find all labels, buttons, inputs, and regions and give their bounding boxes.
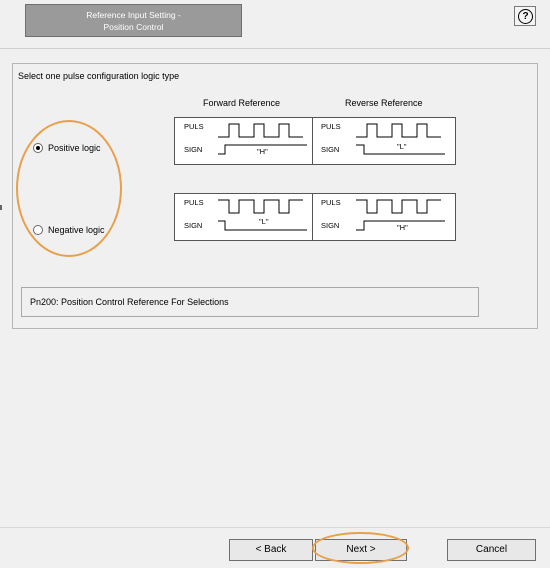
step-title-tab [25,4,242,37]
help-button[interactable] [514,6,536,26]
positive-reverse-sign-label: SIGN [321,145,340,154]
positive-forward-sign-label: SIGN [184,145,203,154]
step-title-line1: Reference Input Setting - [86,10,181,20]
cancel-button[interactable]: Cancel [447,539,536,561]
parameter-description: Pn200: Position Control Reference For Selections [21,287,479,317]
reverse-reference-heading: Reverse Reference [345,98,423,108]
negative-logic-waveforms [175,194,457,242]
negative-forward-sign-state: "L" [259,217,269,226]
forward-reference-heading: Forward Reference [203,98,281,108]
negative-forward-sign-label: SIGN [184,221,203,230]
negative-logic-label: Negative logic [48,225,105,235]
next-highlight-oval [312,532,409,564]
footer-separator [0,527,550,528]
help-icon: ? [518,9,533,24]
positive-forward-puls-wave [218,124,303,137]
positive-logic-waveform-panel [174,117,456,165]
options-highlight-oval [16,120,122,257]
negative-reverse-sign-label: SIGN [321,221,340,230]
negative-forward-puls-wave [218,200,303,213]
step-title-line2: Position Control [103,22,164,32]
negative-reverse-puls-wave [356,200,441,213]
positive-forward-sign-state: "H" [257,147,268,156]
panel-divider [312,194,313,240]
instruction-text: Select one pulse configuration logic type [18,71,180,81]
negative-reverse-sign-state: "H" [397,223,408,232]
positive-logic-label: Positive logic [48,143,101,153]
positive-reverse-puls-wave [356,124,441,137]
positive-logic-waveforms [175,118,457,166]
positive-forward-puls-label: PULS [184,122,204,131]
header-separator [0,48,550,49]
negative-reverse-puls-label: PULS [321,198,341,207]
panel-divider [312,118,313,164]
negative-logic-waveform-panel [174,193,456,241]
positive-reverse-puls-label: PULS [321,122,341,131]
edge-marker [0,205,2,210]
back-button[interactable]: < Back [229,539,313,561]
next-button[interactable]: Next > [315,539,407,561]
positive-reverse-sign-state: "L" [397,142,407,151]
negative-forward-puls-label: PULS [184,198,204,207]
